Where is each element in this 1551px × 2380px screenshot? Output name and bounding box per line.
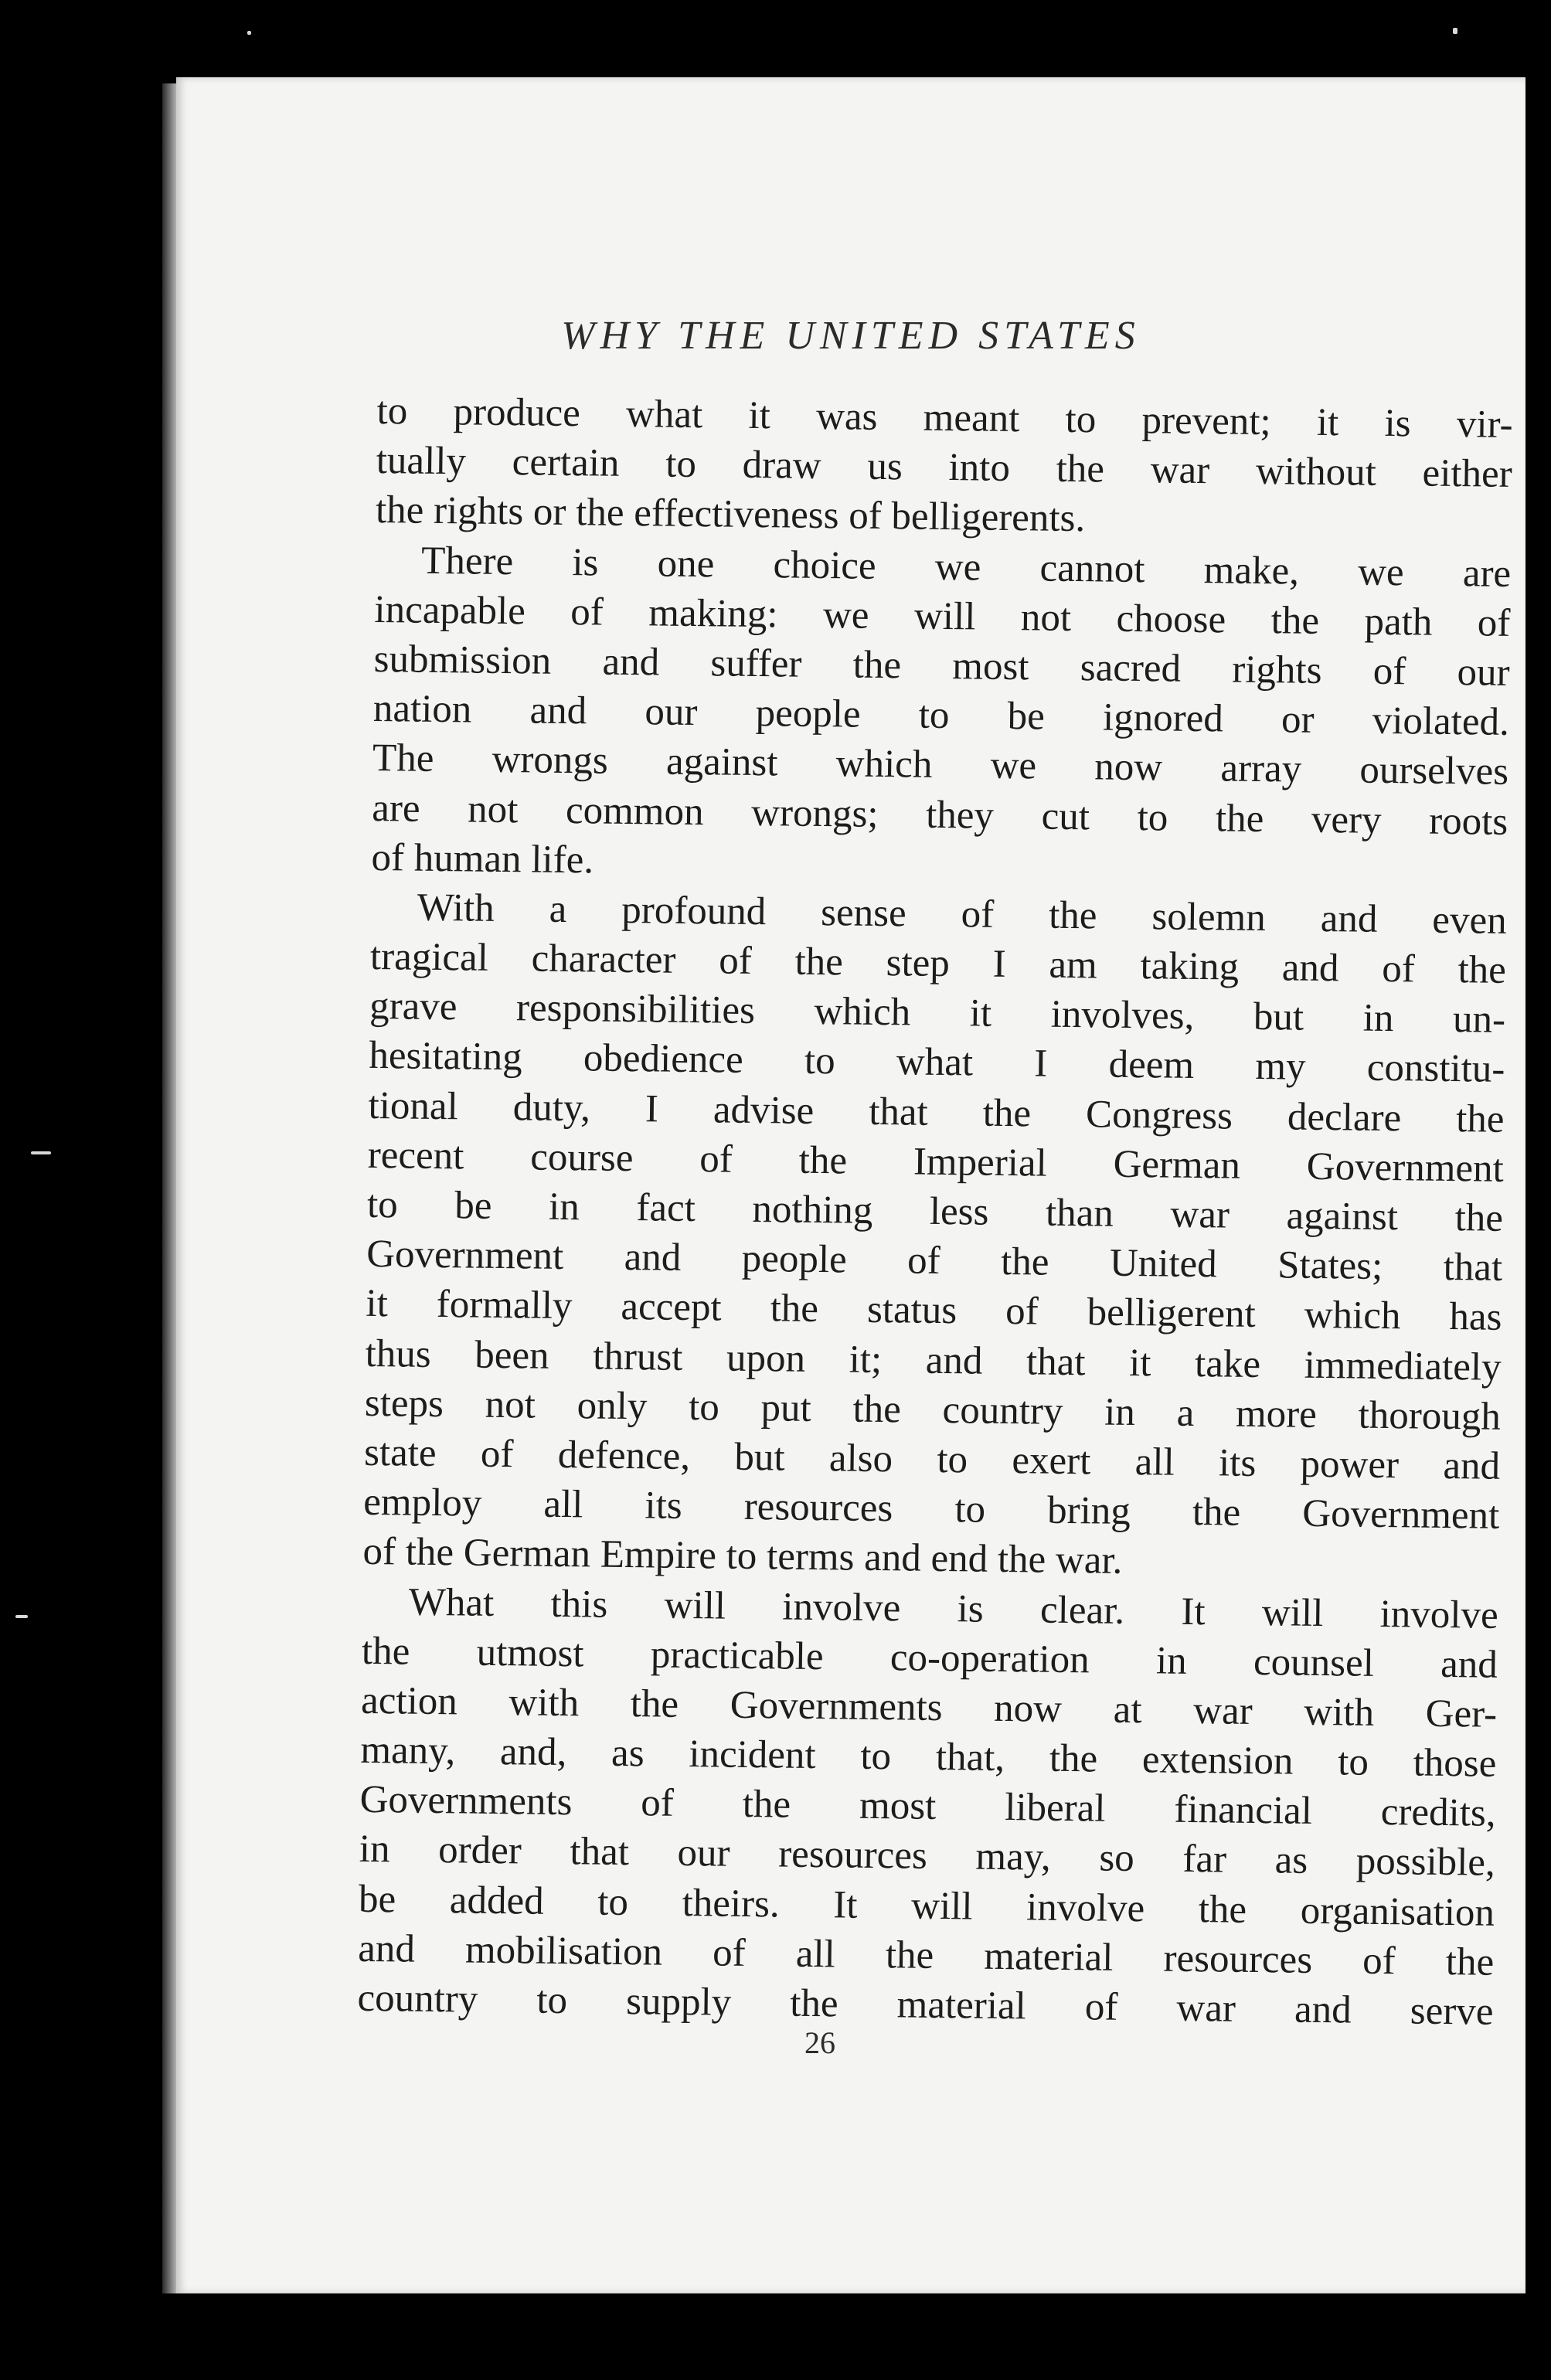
text-line: the rights or the effectiveness of belligerents. [375,488,1086,541]
text-line: to produce what it was meant to prevent; it is vir- [376,389,1513,447]
text-line: of human life. [371,835,594,882]
text-line: tually certain to draw us into the war without either [376,439,1513,497]
text-line: recent course of the Imperial German Government [367,1133,1505,1191]
text-line: the utmost practicable co-operation in counsel and [361,1629,1498,1687]
text-line: incapable of making: we will not choose the path of [374,587,1511,645]
text-line: What this will involve is clear. It will involve [408,1580,1499,1637]
text-line: country to supply the material of war and serve [357,1976,1494,2034]
text-line: The wrongs against which we now array ourselves [372,736,1509,794]
text-line: There is one choice we cannot make, we are [420,539,1512,596]
text-line: to be in fact nothing less than war against the [366,1182,1504,1240]
text-line: state of defence, but also to exert all its power and [363,1430,1501,1488]
running-head: WHY THE UNITED STATES [561,314,1141,358]
text-line: submission and suffer the most sacred rights of our [373,637,1510,695]
scan-speck [15,1615,28,1618]
text-line: it formally accept the status of belligerent which has [366,1282,1502,1340]
text-line: grave responsibilities which it involves, but in un- [369,984,1506,1042]
scan-speck [31,1151,51,1154]
text-line: be added to theirs. It will involve the organisation [358,1877,1495,1935]
text-line: With a profound sense of the solemn and even [417,886,1507,943]
scan-speck [247,31,251,35]
text-line: in order that our resources may, so far as possible, [359,1828,1496,1885]
text-line: many, and, as incident to that, the extension to those [360,1728,1497,1786]
text-line: and mobilisation of all the material resources of the [357,1926,1495,1984]
text-line: are not common wrongs; they cut to the very roots [371,786,1508,844]
text-line: tional duty, I advise that the Congress declare the [368,1083,1505,1141]
text-line: Governments of the most liberal financial credits, [359,1778,1496,1836]
scan-speck [1453,28,1457,34]
text-line: action with the Governments now at war with Ger- [360,1678,1498,1736]
text-line: steps not only to put the country in a more thorough [364,1381,1502,1439]
text-line: tragical character of the step I am taking and of the [369,935,1507,992]
text-line: nation and our people to be ignored or violated. [372,687,1510,745]
text-line: of the German Empire to terms and end the war. [362,1530,1123,1583]
text-line: thus been thrust upon it; and that it take immediately [365,1331,1502,1389]
text-line: employ all its resources to bring the Government [363,1481,1500,1538]
text-line: Government and people of the United States; that [366,1232,1503,1290]
book-page [176,77,1525,2293]
text-line: hesitating obedience to what I deem my constitu- [369,1034,1505,1092]
body-text [357,386,1513,2037]
page-number: 26 [804,2025,835,2060]
